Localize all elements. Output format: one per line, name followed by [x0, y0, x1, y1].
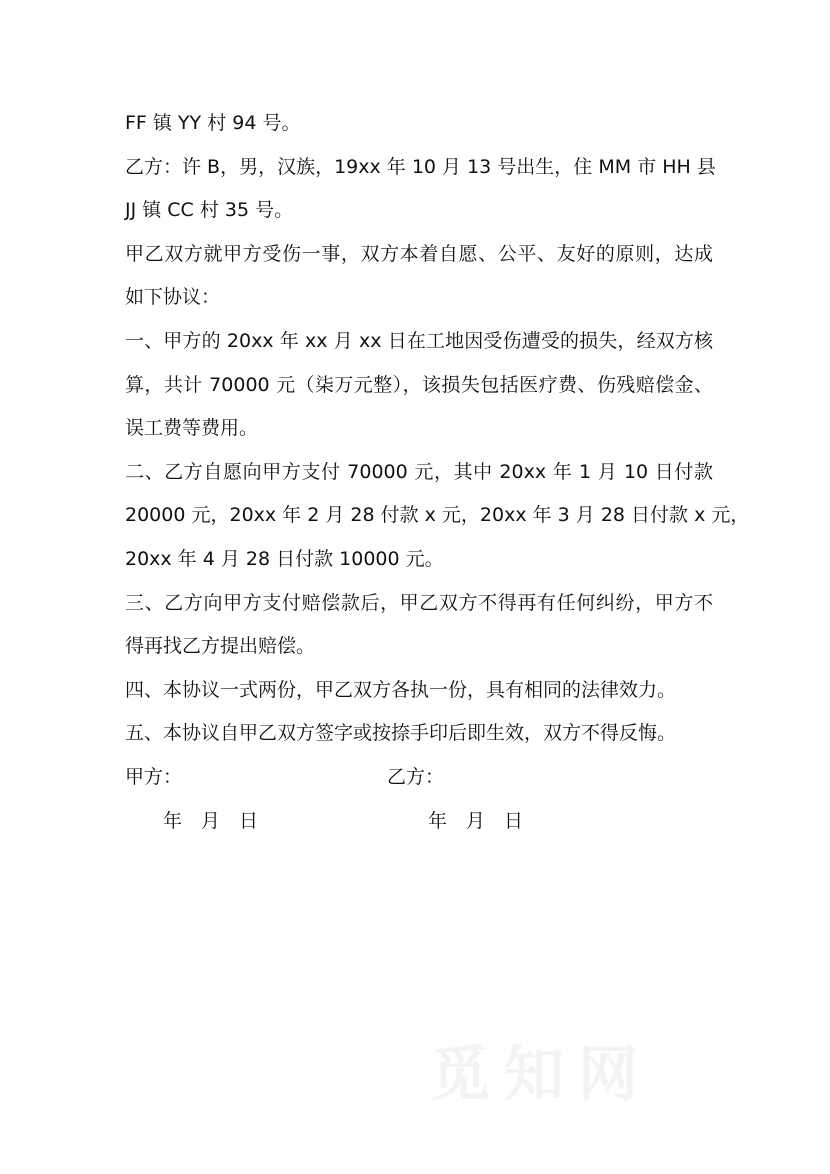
text-line: 甲乙双方就甲方受伤一事，双方本着自愿、公平、友好的原则，达成 [125, 242, 713, 265]
paragraph [125, 102, 713, 146]
watermark: 觅知网 [430, 1040, 652, 1110]
party-b-date: 年 月 日 [428, 809, 524, 832]
party-b-signature-label: 乙方： [387, 765, 445, 788]
signature-row [125, 756, 713, 800]
date-row [125, 800, 713, 844]
paragraph [125, 320, 713, 451]
paragraph [125, 146, 716, 233]
text-line: 乙方：许 B，男，汉族，19xx 年 10 月 13 号出生，住 MM 市 HH 县 [125, 155, 716, 178]
text-line: FF 镇 YY 村 94 号。 [125, 112, 301, 134]
paragraph [125, 233, 713, 320]
text-line: 20xx 年 4 月 28 日付款 10000 元。 [125, 547, 444, 570]
paragraph [125, 582, 713, 669]
paragraph [125, 669, 713, 713]
text-line: JJ 镇 CC 村 35 号。 [125, 199, 294, 222]
agreement-body [125, 102, 750, 843]
text-line: 如下协议： [125, 286, 221, 309]
text-line: 得再找乙方提出赔偿。 [125, 635, 316, 658]
text-line: 三、乙方向甲方支付赔偿款后，甲乙双方不得再有任何纠纷，甲方不 [125, 591, 713, 614]
paragraph [125, 451, 750, 582]
text-line: 四、本协议一式两份，甲乙双方各执一份，具有相同的法律效力。 [125, 678, 677, 701]
party-a-signature-label: 甲方： [125, 765, 183, 788]
text-line: 误工费等费用。 [125, 417, 259, 440]
text-line: 五、本协议自甲乙双方签字或按捺手印后即生效，双方不得反悔。 [125, 722, 677, 745]
party-a-date: 年 月 日 [163, 809, 259, 832]
paragraph [125, 712, 713, 756]
text-line: 二、乙方自愿向甲方支付 70000 元，其中 20xx 年 1 月 10 日付款 [125, 460, 713, 483]
text-line: 20000 元，20xx 年 2 月 28 付款 x 元，20xx 年 3 月 28 日付款 x 元， [125, 504, 750, 527]
text-line: 一、甲方的 20xx 年 xx 月 xx 日在工地因受伤遭受的损失，经双方核 [125, 329, 713, 352]
text-line: 算，共计 70000 元（柒万元整），该损失包括医疗费、伤残赔偿金、 [125, 373, 713, 396]
